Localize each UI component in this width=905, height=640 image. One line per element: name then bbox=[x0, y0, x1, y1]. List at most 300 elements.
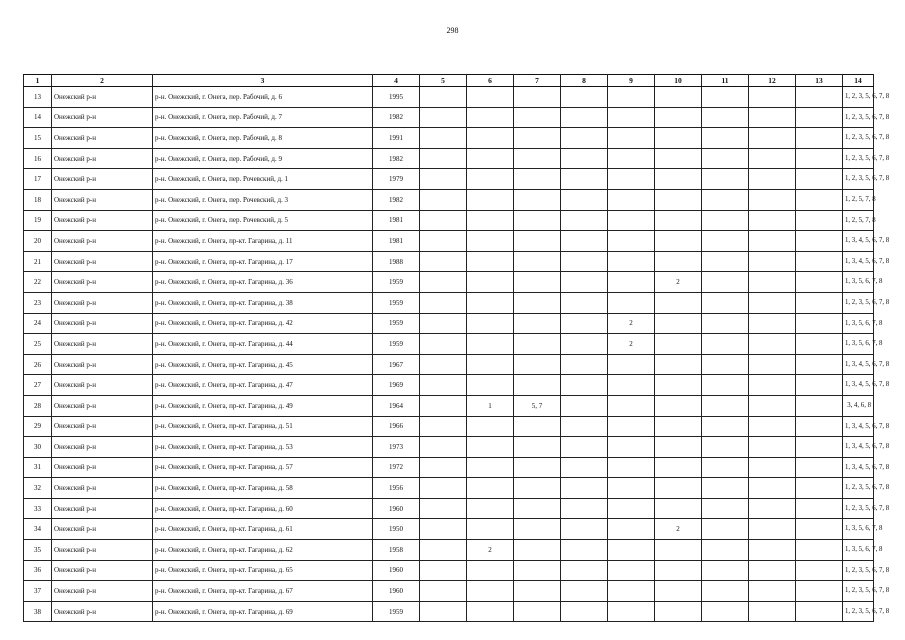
column-8-cell bbox=[561, 540, 608, 561]
table-row bbox=[24, 354, 874, 375]
column-6-cell bbox=[467, 128, 514, 149]
column-7-cell bbox=[514, 313, 561, 334]
district-cell: Онежский р-н bbox=[52, 313, 153, 334]
column-header-13: 13 bbox=[796, 75, 843, 87]
column-7-cell bbox=[514, 560, 561, 581]
column-9-cell bbox=[608, 354, 655, 375]
address-cell: р-н. Онежский, г. Онега, пр-кт. Гагарина, д. 57 bbox=[153, 457, 373, 478]
column-11-cell bbox=[702, 478, 749, 499]
column-11-cell bbox=[702, 560, 749, 581]
column-5-cell bbox=[420, 272, 467, 293]
column-14-cell: 1, 2, 3, 5, 6, 7, 8 bbox=[843, 87, 874, 108]
row-number-cell: 23 bbox=[24, 292, 52, 313]
district-cell: Онежский р-н bbox=[52, 478, 153, 499]
row-number-cell: 13 bbox=[24, 87, 52, 108]
column-12-cell bbox=[749, 437, 796, 458]
year-cell: 1960 bbox=[373, 560, 420, 581]
column-10-cell: 2 bbox=[655, 519, 702, 540]
column-9-cell bbox=[608, 375, 655, 396]
column-header-5: 5 bbox=[420, 75, 467, 87]
row-number-cell: 30 bbox=[24, 437, 52, 458]
column-5-cell bbox=[420, 107, 467, 128]
column-12-cell bbox=[749, 128, 796, 149]
column-9-cell bbox=[608, 87, 655, 108]
column-6-cell: 2 bbox=[467, 540, 514, 561]
column-5-cell bbox=[420, 128, 467, 149]
column-12-cell bbox=[749, 498, 796, 519]
year-cell: 1982 bbox=[373, 148, 420, 169]
column-6-cell bbox=[467, 210, 514, 231]
column-6-cell bbox=[467, 519, 514, 540]
column-10-cell bbox=[655, 148, 702, 169]
column-13-cell bbox=[796, 375, 843, 396]
column-14-cell: 1, 2, 3, 5, 6, 7, 8 bbox=[843, 128, 874, 149]
column-5-cell bbox=[420, 375, 467, 396]
column-11-cell bbox=[702, 292, 749, 313]
column-11-cell bbox=[702, 107, 749, 128]
column-13-cell bbox=[796, 272, 843, 293]
column-10-cell bbox=[655, 540, 702, 561]
column-14-cell: 1, 2, 3, 5, 6, 7, 8 bbox=[843, 148, 874, 169]
district-cell: Онежский р-н bbox=[52, 601, 153, 622]
column-6-cell bbox=[467, 375, 514, 396]
column-9-cell bbox=[608, 478, 655, 499]
column-7-cell bbox=[514, 601, 561, 622]
table-row bbox=[24, 231, 874, 252]
column-14-cell: 1, 3, 4, 5, 6, 7, 8 bbox=[843, 416, 874, 437]
district-cell: Онежский р-н bbox=[52, 519, 153, 540]
column-10-cell bbox=[655, 416, 702, 437]
column-6-cell bbox=[467, 148, 514, 169]
column-12-cell bbox=[749, 231, 796, 252]
district-cell: Онежский р-н bbox=[52, 148, 153, 169]
page-number: 298 bbox=[446, 26, 459, 35]
column-13-cell bbox=[796, 478, 843, 499]
column-13-cell bbox=[796, 292, 843, 313]
column-5-cell bbox=[420, 210, 467, 231]
address-cell: р-н. Онежский, г. Онега, пр-кт. Гагарина, д. 51 bbox=[153, 416, 373, 437]
column-10-cell bbox=[655, 189, 702, 210]
column-6-cell bbox=[467, 87, 514, 108]
row-number-cell: 15 bbox=[24, 128, 52, 149]
column-13-cell bbox=[796, 313, 843, 334]
district-cell: Онежский р-н bbox=[52, 334, 153, 355]
address-cell: р-н. Онежский, г. Онега, пер. Рабочий, д. 9 bbox=[153, 148, 373, 169]
district-cell: Онежский р-н bbox=[52, 375, 153, 396]
table-row bbox=[24, 189, 874, 210]
column-14-cell: 1, 2, 3, 5, 6, 7, 8 bbox=[843, 478, 874, 499]
column-6-cell bbox=[467, 498, 514, 519]
address-cell: р-н. Онежский, г. Онега, пр-кт. Гагарина, д. 36 bbox=[153, 272, 373, 293]
column-13-cell bbox=[796, 395, 843, 416]
column-9-cell bbox=[608, 540, 655, 561]
year-cell: 1958 bbox=[373, 540, 420, 561]
column-12-cell bbox=[749, 169, 796, 190]
column-7-cell bbox=[514, 128, 561, 149]
column-13-cell bbox=[796, 128, 843, 149]
column-9-cell bbox=[608, 169, 655, 190]
column-11-cell bbox=[702, 251, 749, 272]
table-row bbox=[24, 87, 874, 108]
column-11-cell bbox=[702, 313, 749, 334]
column-12-cell bbox=[749, 313, 796, 334]
column-13-cell bbox=[796, 540, 843, 561]
column-12-cell bbox=[749, 540, 796, 561]
column-14-cell: 1, 2, 5, 7, 8 bbox=[843, 189, 874, 210]
district-cell: Онежский р-н bbox=[52, 560, 153, 581]
row-number-cell: 17 bbox=[24, 169, 52, 190]
column-6-cell bbox=[467, 416, 514, 437]
column-8-cell bbox=[561, 416, 608, 437]
column-6-cell bbox=[467, 189, 514, 210]
column-5-cell bbox=[420, 354, 467, 375]
column-11-cell bbox=[702, 354, 749, 375]
column-10-cell bbox=[655, 478, 702, 499]
column-11-cell bbox=[702, 87, 749, 108]
column-11-cell bbox=[702, 169, 749, 190]
district-cell: Онежский р-н bbox=[52, 231, 153, 252]
address-cell: р-н. Онежский, г. Онега, пер. Рабочий, д. 7 bbox=[153, 107, 373, 128]
address-cell: р-н. Онежский, г. Онега, пер. Рочевский, д. 5 bbox=[153, 210, 373, 231]
column-10-cell bbox=[655, 87, 702, 108]
year-cell: 1959 bbox=[373, 334, 420, 355]
table-row bbox=[24, 107, 874, 128]
column-12-cell bbox=[749, 478, 796, 499]
column-12-cell bbox=[749, 210, 796, 231]
column-14-cell: 1, 3, 5, 6, 7, 8 bbox=[843, 334, 874, 355]
column-13-cell bbox=[796, 437, 843, 458]
table-row bbox=[24, 395, 874, 416]
column-6-cell bbox=[467, 107, 514, 128]
row-number-cell: 19 bbox=[24, 210, 52, 231]
column-12-cell bbox=[749, 148, 796, 169]
column-12-cell bbox=[749, 107, 796, 128]
column-6-cell bbox=[467, 437, 514, 458]
column-13-cell bbox=[796, 498, 843, 519]
column-14-cell: 1, 3, 4, 5, 6, 7, 8 bbox=[843, 251, 874, 272]
column-11-cell bbox=[702, 334, 749, 355]
column-7-cell bbox=[514, 478, 561, 499]
district-cell: Онежский р-н bbox=[52, 540, 153, 561]
table-row bbox=[24, 251, 874, 272]
district-cell: Онежский р-н bbox=[52, 292, 153, 313]
district-cell: Онежский р-н bbox=[52, 210, 153, 231]
column-8-cell bbox=[561, 272, 608, 293]
row-number-cell: 33 bbox=[24, 498, 52, 519]
column-10-cell bbox=[655, 292, 702, 313]
table-row bbox=[24, 169, 874, 190]
column-header-1: 1 bbox=[24, 75, 52, 87]
column-11-cell bbox=[702, 148, 749, 169]
year-cell: 1981 bbox=[373, 210, 420, 231]
column-14-cell: 1, 2, 3, 5, 6, 7, 8 bbox=[843, 581, 874, 602]
column-5-cell bbox=[420, 519, 467, 540]
table-row bbox=[24, 313, 874, 334]
column-14-cell: 3, 4, 6, 8 bbox=[843, 395, 874, 416]
column-11-cell bbox=[702, 231, 749, 252]
column-11-cell bbox=[702, 272, 749, 293]
column-8-cell bbox=[561, 519, 608, 540]
column-12-cell bbox=[749, 395, 796, 416]
column-10-cell bbox=[655, 313, 702, 334]
table-row bbox=[24, 416, 874, 437]
year-cell: 1981 bbox=[373, 231, 420, 252]
column-5-cell bbox=[420, 334, 467, 355]
year-cell: 1991 bbox=[373, 128, 420, 149]
column-8-cell bbox=[561, 478, 608, 499]
column-14-cell: 1, 3, 4, 5, 6, 7, 8 bbox=[843, 437, 874, 458]
column-10-cell bbox=[655, 128, 702, 149]
column-14-cell: 1, 2, 3, 5, 6, 7, 8 bbox=[843, 107, 874, 128]
row-number-cell: 22 bbox=[24, 272, 52, 293]
column-12-cell bbox=[749, 189, 796, 210]
column-8-cell bbox=[561, 395, 608, 416]
district-cell: Онежский р-н bbox=[52, 457, 153, 478]
column-13-cell bbox=[796, 334, 843, 355]
table-row bbox=[24, 519, 874, 540]
address-cell: р-н. Онежский, г. Онега, пр-кт. Гагарина, д. 53 bbox=[153, 437, 373, 458]
column-6-cell bbox=[467, 231, 514, 252]
table-header-row bbox=[24, 75, 874, 87]
district-cell: Онежский р-н bbox=[52, 87, 153, 108]
address-cell: р-н. Онежский, г. Онега, пер. Рабочий, д. 6 bbox=[153, 87, 373, 108]
column-10-cell bbox=[655, 107, 702, 128]
address-cell: р-н. Онежский, г. Онега, пер. Рочевский, д. 1 bbox=[153, 169, 373, 190]
address-cell: р-н. Онежский, г. Онега, пр-кт. Гагарина, д. 69 bbox=[153, 601, 373, 622]
column-9-cell bbox=[608, 498, 655, 519]
row-number-cell: 16 bbox=[24, 148, 52, 169]
table-row bbox=[24, 437, 874, 458]
row-number-cell: 27 bbox=[24, 375, 52, 396]
column-12-cell bbox=[749, 87, 796, 108]
column-7-cell bbox=[514, 581, 561, 602]
row-number-cell: 38 bbox=[24, 601, 52, 622]
year-cell: 1950 bbox=[373, 519, 420, 540]
year-cell: 1959 bbox=[373, 601, 420, 622]
year-cell: 1988 bbox=[373, 251, 420, 272]
column-9-cell: 2 bbox=[608, 334, 655, 355]
table-row bbox=[24, 334, 874, 355]
column-8-cell bbox=[561, 148, 608, 169]
column-9-cell bbox=[608, 128, 655, 149]
year-cell: 1959 bbox=[373, 272, 420, 293]
column-11-cell bbox=[702, 128, 749, 149]
column-11-cell bbox=[702, 601, 749, 622]
year-cell: 1967 bbox=[373, 354, 420, 375]
column-5-cell bbox=[420, 416, 467, 437]
column-6-cell bbox=[467, 334, 514, 355]
table-row bbox=[24, 210, 874, 231]
column-7-cell bbox=[514, 231, 561, 252]
column-5-cell bbox=[420, 189, 467, 210]
column-5-cell bbox=[420, 581, 467, 602]
year-cell: 1956 bbox=[373, 478, 420, 499]
column-9-cell bbox=[608, 292, 655, 313]
column-6-cell bbox=[467, 292, 514, 313]
row-number-cell: 26 bbox=[24, 354, 52, 375]
column-12-cell bbox=[749, 375, 796, 396]
column-7-cell bbox=[514, 272, 561, 293]
column-11-cell bbox=[702, 457, 749, 478]
column-8-cell bbox=[561, 313, 608, 334]
column-12-cell bbox=[749, 581, 796, 602]
address-cell: р-н. Онежский, г. Онега, пр-кт. Гагарина, д. 58 bbox=[153, 478, 373, 499]
column-9-cell bbox=[608, 581, 655, 602]
year-cell: 1969 bbox=[373, 375, 420, 396]
address-cell: р-н. Онежский, г. Онега, пр-кт. Гагарина, д. 67 bbox=[153, 581, 373, 602]
district-cell: Онежский р-н bbox=[52, 395, 153, 416]
year-cell: 1995 bbox=[373, 87, 420, 108]
column-10-cell bbox=[655, 560, 702, 581]
column-14-cell: 1, 3, 5, 6, 7, 8 bbox=[843, 313, 874, 334]
column-13-cell bbox=[796, 107, 843, 128]
column-14-cell: 1, 3, 5, 6, 7, 8 bbox=[843, 540, 874, 561]
row-number-cell: 37 bbox=[24, 581, 52, 602]
address-cell: р-н. Онежский, г. Онега, пр-кт. Гагарина, д. 44 bbox=[153, 334, 373, 355]
column-6-cell bbox=[467, 313, 514, 334]
column-14-cell: 1, 3, 4, 5, 6, 7, 8 bbox=[843, 354, 874, 375]
column-7-cell bbox=[514, 416, 561, 437]
column-7-cell bbox=[514, 107, 561, 128]
year-cell: 1960 bbox=[373, 581, 420, 602]
column-10-cell bbox=[655, 498, 702, 519]
year-cell: 1979 bbox=[373, 169, 420, 190]
district-cell: Онежский р-н bbox=[52, 189, 153, 210]
column-13-cell bbox=[796, 169, 843, 190]
column-14-cell: 1, 2, 3, 5, 6, 7, 8 bbox=[843, 292, 874, 313]
column-11-cell bbox=[702, 395, 749, 416]
column-7-cell bbox=[514, 334, 561, 355]
column-6-cell: 1 bbox=[467, 395, 514, 416]
column-header-10: 10 bbox=[655, 75, 702, 87]
column-8-cell bbox=[561, 107, 608, 128]
column-8-cell bbox=[561, 375, 608, 396]
row-number-cell: 28 bbox=[24, 395, 52, 416]
column-8-cell bbox=[561, 189, 608, 210]
column-7-cell bbox=[514, 169, 561, 190]
year-cell: 1964 bbox=[373, 395, 420, 416]
district-cell: Онежский р-н bbox=[52, 354, 153, 375]
address-cell: р-н. Онежский, г. Онега, пр-кт. Гагарина, д. 49 bbox=[153, 395, 373, 416]
column-8-cell bbox=[561, 87, 608, 108]
column-header-12: 12 bbox=[749, 75, 796, 87]
row-number-cell: 24 bbox=[24, 313, 52, 334]
column-13-cell bbox=[796, 189, 843, 210]
column-11-cell bbox=[702, 498, 749, 519]
district-cell: Онежский р-н bbox=[52, 498, 153, 519]
column-8-cell bbox=[561, 560, 608, 581]
column-12-cell bbox=[749, 560, 796, 581]
column-12-cell bbox=[749, 292, 796, 313]
table-row bbox=[24, 581, 874, 602]
column-7-cell bbox=[514, 498, 561, 519]
column-10-cell bbox=[655, 375, 702, 396]
column-8-cell bbox=[561, 601, 608, 622]
column-5-cell bbox=[420, 437, 467, 458]
district-cell: Онежский р-н bbox=[52, 169, 153, 190]
address-cell: р-н. Онежский, г. Онега, пр-кт. Гагарина, д. 47 bbox=[153, 375, 373, 396]
column-11-cell bbox=[702, 416, 749, 437]
table-row bbox=[24, 540, 874, 561]
column-9-cell bbox=[608, 210, 655, 231]
column-13-cell bbox=[796, 581, 843, 602]
column-11-cell bbox=[702, 581, 749, 602]
column-9-cell bbox=[608, 395, 655, 416]
table-row bbox=[24, 478, 874, 499]
column-7-cell bbox=[514, 437, 561, 458]
column-10-cell bbox=[655, 457, 702, 478]
column-10-cell bbox=[655, 581, 702, 602]
column-header-8: 8 bbox=[561, 75, 608, 87]
column-header-3: 3 bbox=[153, 75, 373, 87]
year-cell: 1960 bbox=[373, 498, 420, 519]
column-14-cell: 1, 2, 3, 5, 6, 7, 8 bbox=[843, 601, 874, 622]
address-cell: р-н. Онежский, г. Онега, пер. Рабочий, д. 8 bbox=[153, 128, 373, 149]
column-11-cell bbox=[702, 210, 749, 231]
column-12-cell bbox=[749, 251, 796, 272]
column-9-cell bbox=[608, 272, 655, 293]
column-10-cell bbox=[655, 169, 702, 190]
column-9-cell bbox=[608, 231, 655, 252]
address-cell: р-н. Онежский, г. Онега, пр-кт. Гагарина, д. 45 bbox=[153, 354, 373, 375]
column-11-cell bbox=[702, 375, 749, 396]
column-header-14: 14 bbox=[843, 75, 874, 87]
column-9-cell bbox=[608, 519, 655, 540]
row-number-cell: 18 bbox=[24, 189, 52, 210]
column-header-6: 6 bbox=[467, 75, 514, 87]
column-5-cell bbox=[420, 601, 467, 622]
column-14-cell: 1, 3, 4, 5, 6, 7, 8 bbox=[843, 231, 874, 252]
column-13-cell bbox=[796, 87, 843, 108]
column-8-cell bbox=[561, 210, 608, 231]
column-6-cell bbox=[467, 169, 514, 190]
column-7-cell bbox=[514, 457, 561, 478]
column-13-cell bbox=[796, 519, 843, 540]
column-7-cell bbox=[514, 519, 561, 540]
table-row bbox=[24, 128, 874, 149]
column-6-cell bbox=[467, 272, 514, 293]
table-body bbox=[24, 87, 890, 622]
column-10-cell bbox=[655, 231, 702, 252]
column-13-cell bbox=[796, 210, 843, 231]
column-9-cell bbox=[608, 560, 655, 581]
column-14-cell: 1, 2, 5, 7, 8 bbox=[843, 210, 874, 231]
column-5-cell bbox=[420, 87, 467, 108]
column-header-4: 4 bbox=[373, 75, 420, 87]
district-cell: Онежский р-н bbox=[52, 107, 153, 128]
column-8-cell bbox=[561, 581, 608, 602]
address-cell: р-н. Онежский, г. Онега, пер. Рочевский, д. 3 bbox=[153, 189, 373, 210]
register-table bbox=[23, 74, 890, 622]
column-header-2: 2 bbox=[52, 75, 153, 87]
column-8-cell bbox=[561, 251, 608, 272]
column-7-cell bbox=[514, 148, 561, 169]
address-cell: р-н. Онежский, г. Онега, пр-кт. Гагарина, д. 60 bbox=[153, 498, 373, 519]
column-8-cell bbox=[561, 437, 608, 458]
column-10-cell bbox=[655, 601, 702, 622]
column-5-cell bbox=[420, 148, 467, 169]
column-6-cell bbox=[467, 354, 514, 375]
column-13-cell bbox=[796, 601, 843, 622]
row-number-cell: 29 bbox=[24, 416, 52, 437]
column-5-cell bbox=[420, 478, 467, 499]
address-cell: р-н. Онежский, г. Онега, пр-кт. Гагарина, д. 62 bbox=[153, 540, 373, 561]
column-12-cell bbox=[749, 354, 796, 375]
column-12-cell bbox=[749, 416, 796, 437]
column-11-cell bbox=[702, 189, 749, 210]
column-5-cell bbox=[420, 457, 467, 478]
column-13-cell bbox=[796, 560, 843, 581]
